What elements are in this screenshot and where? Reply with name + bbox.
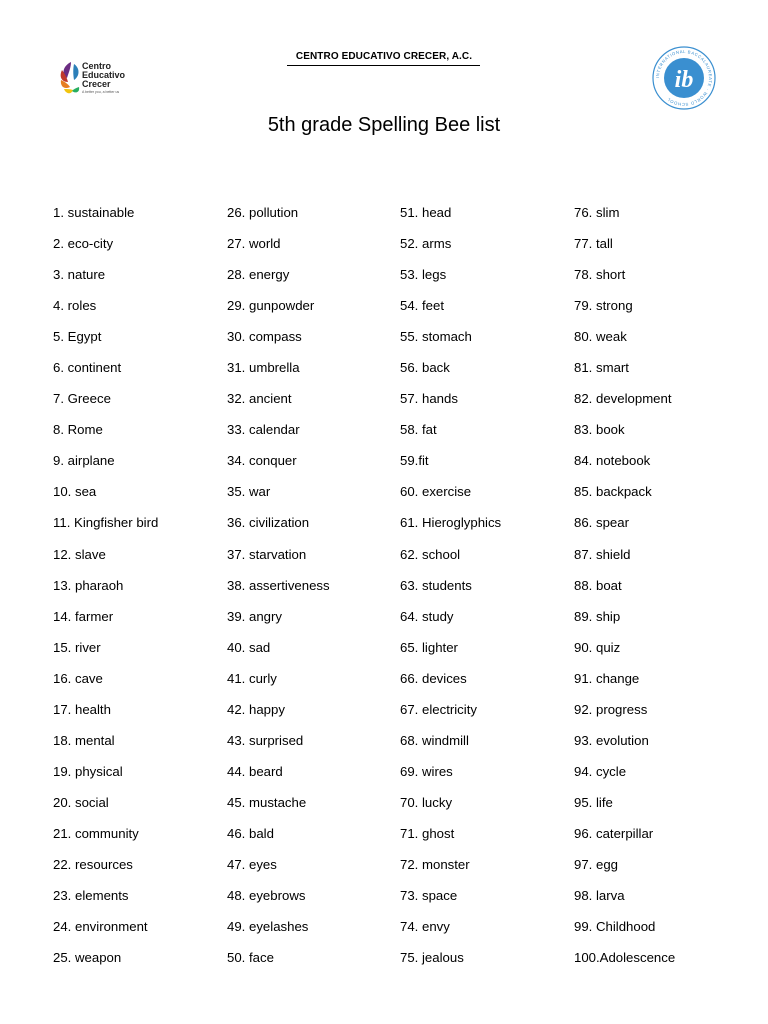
word-item: 3. nature	[53, 267, 106, 283]
word-item: 53. legs	[400, 267, 447, 283]
word-item: 51. head	[400, 205, 452, 220]
word-item: 11. Kingfisher bird	[53, 515, 159, 531]
word-item: 6. continent	[53, 360, 122, 376]
word-item: 8. Rome	[53, 422, 103, 438]
word-column-3	[400, 201, 572, 977]
word-item: 57. hands	[400, 391, 458, 407]
word-item: 50. face	[227, 950, 274, 966]
word-column-4	[574, 201, 746, 977]
word-item: 89. ship	[574, 608, 621, 624]
ib-world-school-icon	[651, 45, 717, 111]
word-item: 87. shield	[574, 546, 631, 562]
word-item: 49. eyelashes	[227, 919, 309, 935]
ib-ring-text: INTERNATIONAL BACCALAUREATE · WORLD SCHOOL	[654, 48, 714, 108]
word-item: 35. war	[227, 484, 271, 500]
word-item: 36. civilization	[227, 515, 310, 531]
word-item: 29. gunpowder	[227, 298, 315, 314]
word-item: 43. surprised	[227, 732, 304, 748]
word-item: 83. book	[574, 422, 625, 438]
word-item: 64. study	[400, 608, 454, 624]
school-logo	[58, 56, 132, 98]
word-item: 69. wires	[400, 763, 453, 779]
word-item: 9. airplane	[53, 453, 115, 469]
word-item: 45. mustache	[227, 794, 307, 810]
word-item: 68. windmill	[400, 732, 469, 748]
word-item: 27. world	[227, 236, 281, 252]
word-item: 15. river	[53, 639, 101, 655]
word-item: 79. strong	[574, 298, 633, 314]
word-item: 22. resources	[53, 856, 133, 872]
word-item: 78. short	[574, 267, 626, 283]
word-item: 80. weak	[574, 329, 627, 345]
word-item: 94. cycle	[574, 763, 627, 779]
word-item: 66. devices	[400, 670, 467, 686]
word-item: 32. ancient	[227, 391, 292, 407]
header-underline	[287, 65, 480, 66]
word-item: 20. social	[53, 794, 109, 810]
word-item: 4. roles	[53, 298, 97, 314]
word-item: 65. lighter	[400, 639, 458, 655]
word-item: 25. weapon	[53, 950, 122, 966]
word-item: 77. tall	[574, 236, 613, 252]
word-item: 28. energy	[227, 267, 290, 283]
word-item: 76. slim	[574, 205, 620, 220]
word-item: 71. ghost	[400, 825, 455, 841]
word-item: 7. Greece	[53, 391, 111, 407]
word-item: 91. change	[574, 670, 640, 686]
ib-logo	[651, 45, 717, 111]
word-item: 74. envy	[400, 919, 450, 935]
word-item: 40. sad	[227, 639, 271, 655]
ib-letters: ib	[674, 67, 694, 93]
word-item: 26. pollution	[227, 205, 299, 220]
word-item: 88. boat	[574, 577, 622, 593]
logo-line-2: Educativo	[82, 70, 126, 80]
word-item: 61. Hieroglyphics	[400, 515, 502, 531]
word-item: 96. caterpillar	[574, 825, 654, 841]
word-item: 73. space	[400, 888, 458, 904]
word-item: 86. spear	[574, 515, 629, 531]
word-item: 67. electricity	[400, 701, 477, 717]
word-item: 56. back	[400, 360, 450, 376]
word-item: 84. notebook	[574, 453, 651, 469]
school-name: CENTRO EDUCATIVO CRECER, A.C.	[295, 51, 473, 62]
word-item: 59.fit	[400, 453, 429, 469]
word-item: 41. curly	[227, 670, 277, 686]
word-item: 70. lucky	[400, 794, 453, 810]
word-item: 18. mental	[53, 732, 115, 748]
word-item: 93. evolution	[574, 732, 649, 748]
word-item: 63. students	[400, 577, 472, 593]
logo-petals-icon	[58, 58, 84, 98]
word-item: 52. arms	[400, 236, 452, 252]
word-column-1	[53, 201, 225, 977]
word-item: 38. assertiveness	[227, 577, 330, 593]
word-item: 100.Adolescence	[574, 950, 676, 966]
word-item: 10. sea	[53, 484, 97, 500]
word-item: 85. backpack	[574, 484, 652, 500]
word-item: 14. farmer	[53, 608, 114, 624]
word-item: 16. cave	[53, 670, 103, 686]
word-item: 92. progress	[574, 701, 648, 717]
word-item: 39. angry	[227, 608, 282, 624]
word-item: 42. happy	[227, 701, 285, 717]
logo-tagline: A better you, a better us	[82, 90, 120, 94]
word-item: 48. eyebrows	[227, 888, 306, 904]
logo-line-3: Crecer	[82, 79, 111, 89]
word-item: 47. eyes	[227, 856, 277, 872]
word-item: 82. development	[574, 391, 672, 407]
word-item: 24. environment	[53, 919, 148, 935]
logo-wordmark	[82, 62, 125, 94]
word-item: 58. fat	[400, 422, 437, 438]
word-item: 37. starvation	[227, 546, 307, 562]
word-item: 55. stomach	[400, 329, 472, 345]
word-item: 75. jealous	[400, 950, 464, 966]
word-item: 2. eco-city	[53, 236, 114, 252]
word-item: 17. health	[53, 701, 111, 717]
word-item: 31. umbrella	[227, 360, 300, 376]
word-item: 72. monster	[400, 856, 470, 872]
word-item: 23. elements	[53, 888, 129, 904]
logo-line-1: Centro	[82, 61, 111, 71]
word-item: 54. feet	[400, 298, 444, 314]
word-item: 21. community	[53, 825, 139, 841]
word-item: 5. Egypt	[53, 329, 102, 345]
word-item: 33. calendar	[227, 422, 300, 438]
word-item: 95. life	[574, 794, 613, 810]
word-item: 34. conquer	[227, 453, 297, 469]
word-item: 97. egg	[574, 856, 618, 872]
word-item: 81. smart	[574, 360, 629, 376]
page-title: 5th grade Spelling Bee list	[267, 114, 501, 136]
word-column-2	[227, 201, 399, 977]
word-item: 1. sustainable	[53, 205, 135, 220]
word-item: 90. quiz	[574, 639, 621, 655]
word-item: 60. exercise	[400, 484, 472, 500]
word-item: 44. beard	[227, 763, 283, 779]
word-item: 13. pharaoh	[53, 577, 124, 593]
word-item: 62. school	[400, 546, 461, 562]
word-item: 99. Childhood	[574, 919, 656, 935]
word-item: 19. physical	[53, 763, 123, 779]
word-item: 12. slave	[53, 546, 106, 562]
word-item: 98. larva	[574, 888, 625, 904]
word-item: 46. bald	[227, 825, 274, 841]
word-item: 30. compass	[227, 329, 302, 345]
